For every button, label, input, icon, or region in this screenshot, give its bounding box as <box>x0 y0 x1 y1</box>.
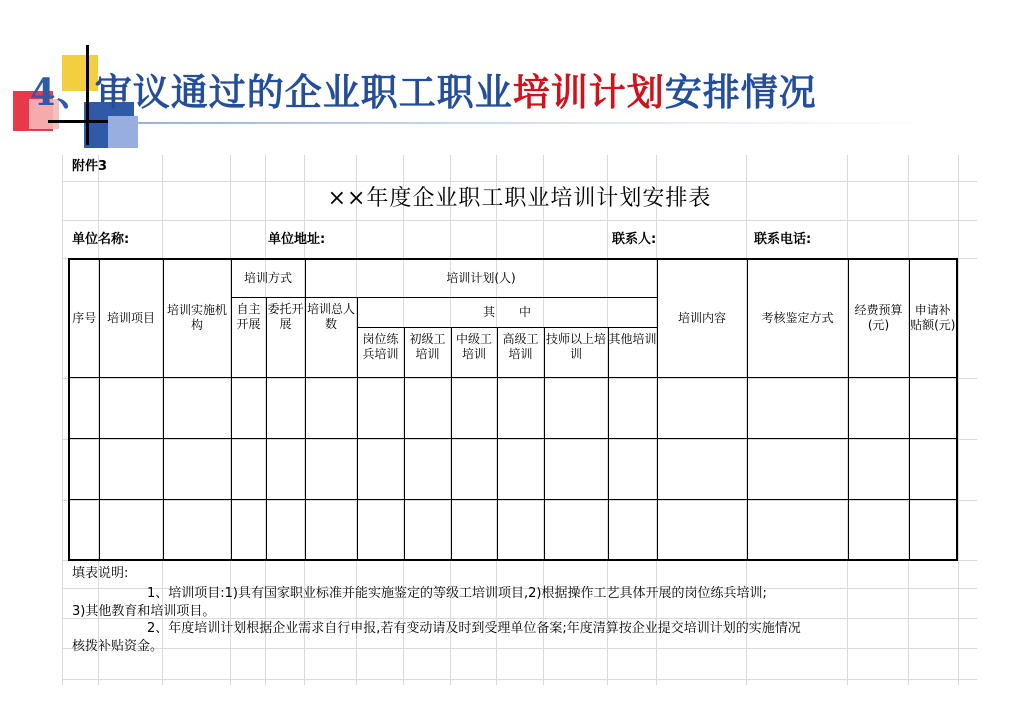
header-training-mode: 培训方式 <box>231 259 305 297</box>
table-cell[interactable] <box>69 438 99 499</box>
sheet-title: ××年度企业职工职业培训计划安排表 <box>327 186 712 211</box>
table-cell[interactable] <box>909 499 957 560</box>
table-cell[interactable] <box>163 438 231 499</box>
header-institution: 培训实施机构 <box>163 259 231 377</box>
phone-label: 联系电话: <box>754 232 812 247</box>
table-cell[interactable] <box>657 438 747 499</box>
unit-address-label: 单位地址: <box>268 232 326 247</box>
table-cell[interactable] <box>848 499 909 560</box>
header-entrusted: 委托开展 <box>266 297 305 377</box>
table-cell[interactable] <box>608 377 657 438</box>
table-cell[interactable] <box>404 499 451 560</box>
table-cell[interactable] <box>404 377 451 438</box>
table-cell[interactable] <box>497 438 544 499</box>
table-cell[interactable] <box>608 499 657 560</box>
table-cell[interactable] <box>99 438 163 499</box>
table-cell[interactable] <box>909 377 957 438</box>
header-senior: 高级工培训 <box>497 327 544 377</box>
table-cell[interactable] <box>747 377 848 438</box>
table-cell[interactable] <box>544 438 608 499</box>
header-among: 其 中 <box>357 297 657 327</box>
table-cell[interactable] <box>266 438 305 499</box>
table-cell[interactable] <box>357 377 404 438</box>
header-subsidy: 申请补贴额(元) <box>909 259 957 377</box>
table-cell[interactable] <box>608 438 657 499</box>
table-cell[interactable] <box>231 499 266 560</box>
header-other: 其他培训 <box>608 327 657 377</box>
slide-title-part2: 安排情况 <box>664 70 817 114</box>
table-cell[interactable] <box>497 377 544 438</box>
table-cell[interactable] <box>163 377 231 438</box>
table-cell[interactable] <box>544 377 608 438</box>
slide-title <box>30 62 817 116</box>
table-cell[interactable] <box>69 377 99 438</box>
table-cell[interactable] <box>305 499 357 560</box>
table-cell[interactable] <box>231 438 266 499</box>
header-training-plan: 培训计划(人) <box>305 259 657 297</box>
table-cell[interactable] <box>848 438 909 499</box>
table-cell[interactable] <box>451 377 497 438</box>
header-budget: 经费预算(元) <box>848 259 909 377</box>
header-middle: 中级工培训 <box>451 327 497 377</box>
header-self-run: 自主开展 <box>231 297 266 377</box>
table-cell[interactable] <box>266 377 305 438</box>
table-cell[interactable] <box>909 438 957 499</box>
table-cell[interactable] <box>451 438 497 499</box>
attachment-label: 附件3 <box>72 159 108 174</box>
table-cell[interactable] <box>404 438 451 499</box>
header-post-practice: 岗位练兵培训 <box>357 327 404 377</box>
table-row <box>69 438 957 499</box>
notes-line-1-continued: 3)其他教育和培训项目。 <box>72 604 216 619</box>
title-decoration-horizontal-line <box>48 120 108 123</box>
training-plan-table <box>68 258 958 561</box>
contact-label: 联系人: <box>612 232 657 247</box>
header-content: 培训内容 <box>657 259 747 377</box>
title-underline-rule <box>118 122 938 124</box>
header-junior: 初级工培训 <box>404 327 451 377</box>
header-project: 培训项目 <box>99 259 163 377</box>
slide-title-number: 4、 <box>30 70 95 114</box>
table-cell[interactable] <box>231 377 266 438</box>
table-cell[interactable] <box>163 499 231 560</box>
table-cell[interactable] <box>357 438 404 499</box>
table-cell[interactable] <box>544 499 608 560</box>
notes-line-2-continued: 核拨补贴资金。 <box>72 639 164 654</box>
header-total: 培训总人 数 <box>305 297 357 377</box>
slide-title-part1: 审议通过的企业职工职业 <box>94 70 513 114</box>
table-cell[interactable] <box>657 499 747 560</box>
table-cell[interactable] <box>747 438 848 499</box>
table-cell[interactable] <box>848 377 909 438</box>
table-cell[interactable] <box>497 499 544 560</box>
table-cell[interactable] <box>451 499 497 560</box>
table-cell[interactable] <box>747 499 848 560</box>
unit-name-label: 单位名称: <box>72 232 130 247</box>
table-cell[interactable] <box>357 499 404 560</box>
notes-line-2: 2、年度培训计划根据企业需求自行申报,若有变动请及时到受理单位备案;年度清算按企业提交培训计划的实施情况 <box>147 621 801 636</box>
header-assessment: 考核鉴定方式 <box>747 259 848 377</box>
title-decoration-lightblue <box>108 116 138 148</box>
header-seq: 序号 <box>69 259 99 377</box>
table-cell[interactable] <box>69 499 99 560</box>
table-cell[interactable] <box>99 377 163 438</box>
slide-title-highlight: 培训计划 <box>512 70 665 114</box>
notes-heading: 填表说明: <box>72 566 129 581</box>
table-cell[interactable] <box>305 377 357 438</box>
table-cell[interactable] <box>305 438 357 499</box>
table-cell[interactable] <box>99 499 163 560</box>
table-cell[interactable] <box>657 377 747 438</box>
table-row <box>69 499 957 560</box>
header-technician: 技师以上培训 <box>544 327 608 377</box>
table-row <box>69 377 957 438</box>
notes-line-1: 1、培训项目:1)具有国家职业标准并能实施鉴定的等级工培训项目,2)根据操作工艺具体开展的岗位练兵培训; <box>147 586 767 601</box>
table-cell[interactable] <box>266 499 305 560</box>
